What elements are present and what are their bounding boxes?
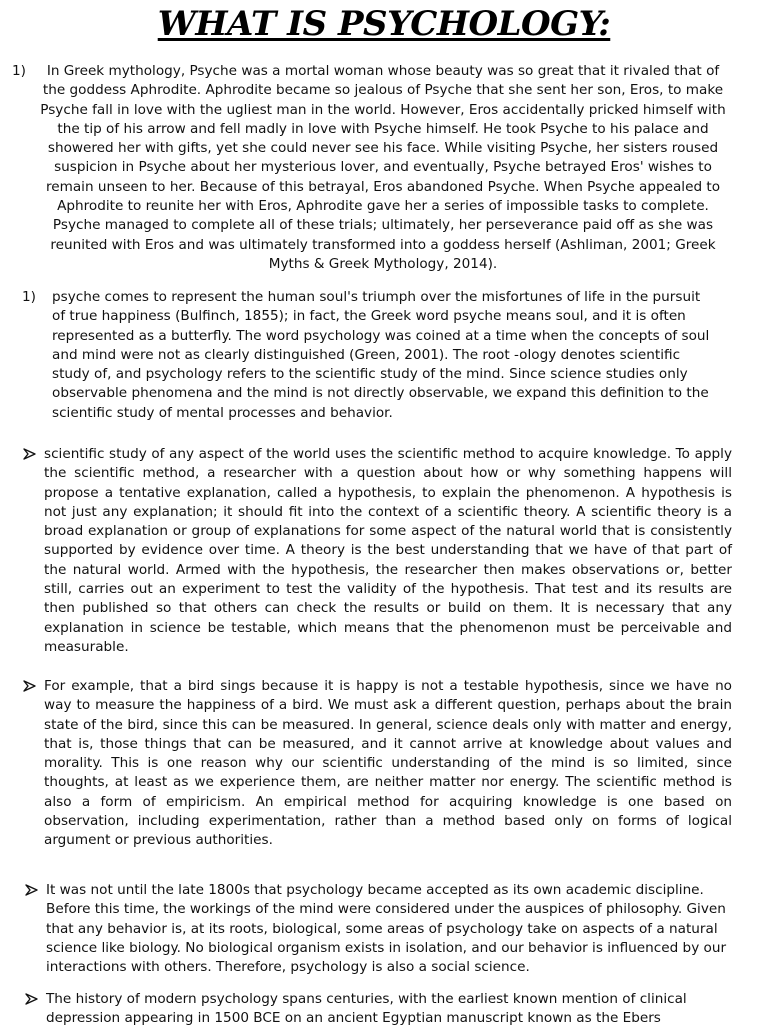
list-number: 1) <box>12 63 26 79</box>
list-number: 1) <box>22 289 36 305</box>
arrow-bullet-icon <box>25 993 38 1005</box>
paragraph-academic-discipline: It was not until the late 1800s that psychology became accepted as its own academic discipline. Before this time, the workings of the mind were considered under the auspices of philosophy. Given that any behavior is, at its roots, biological, some areas of psychology take on aspects of a natural science like biology. No biological organism exists in isolation, and our behavior is influenced by our interactions with others. Therefore, psychology is also a social science. <box>46 882 727 976</box>
arrow-bullet-icon <box>23 680 36 692</box>
paragraph-history: The history of modern psychology spans centuries, with the earliest known mention of clinical depression appearing in 1500 BCE on an ancient Egyptian manuscript known as the Ebers <box>46 991 687 1027</box>
page-title: WHAT IS PSYCHOLOGY: <box>157 4 611 44</box>
paragraph-bird-example: For example, that a bird sings because it is happy is not a testable hypothesis, since we have no way to measure the happiness of a bird. We must ask a different question, perhaps about the brain state of the bird, since this can be measured. In general, science deals only with matter and energy, that is, those things that can be measured, and it cannot arrive at knowledge about values and morality. This is one reason why our scientific understanding of the mind is so limited, since thoughts, at least as we experience them, are neither matter nor energy. The scientific method is also a form of empiricism. An empirical method for acquiring knowledge is one based on observation, including experimentation, rather than a method based only on forms of logical argument or previous authorities. <box>44 678 732 849</box>
paragraph-psyche-soul: psyche comes to represent the human soul's triumph over the misfortunes of life in the pursuit of true happiness (Bulfinch, 1855); in fact, the Greek word psyche means soul, and it is often represented as a butterfly. The word psychology was coined at a time when the concepts of soul and mind were not as clearly distinguished (Green, 2001). The root -ology denotes scientific study of, and psychology refers to the scientific study of the mind. Since science studies only observable phenomena and the mind is not directly observable, we expand this definition to the scientific study of mental processes and behavior. <box>52 289 710 421</box>
paragraph-scientific-method: scientific study of any aspect of the world uses the scientific method to acquire knowledge. To apply the scientific method, a researcher with a question about how or why something happens will propose a tentative explanation, called a hypothesis, to explain the phenomenon. A hypothesis is not just any explanation; it should fit into the context of a scientific theory. A scientific theory is a broad explanation or group of explanations for some aspect of the natural world that is consistently supported by evidence over time. A theory is the best understanding that we have of that part of the natural world. Armed with the hypothesis, the researcher then makes observations or, better still, carries out an experiment to test the validity of the hypothesis. That test and its results are then published so that others can check the results or build on them. It is necessary that any explanation in science be testable, which means that the phenomenon must be perceivable and measurable. <box>44 446 732 655</box>
arrow-bullet-icon <box>23 448 36 460</box>
arrow-bullet-icon <box>25 884 38 896</box>
paragraph-psyche-myth: In Greek mythology, Psyche was a mortal woman whose beauty was so great that it rivaled that of the goddess Aphrodite. Aphrodite became so jealous of Psyche that she sent her son, Eros, to make Psyche fall in love with the ugliest man in the world. However, Eros accidentally pricked himself with the tip of his arrow and fell madly in love with Psyche himself. He took Psyche to his palace and showered her with gifts, yet she could never see his face. While visiting Psyche, her sisters roused suspicion in Psyche about her mysterious lover, and eventually, Psyche betrayed Eros' wishes to remain unseen to her. Because of this betrayal, Eros abandoned Psyche. When Psyche appealed to Aphrodite to reunite her with Eros, Aphrodite gave her a series of impossible tasks to complete. Psyche managed to complete all of these trials; ultimately, her perseverance paid off as she was reunited with Eros and was ultimately transformed into a goddess herself (Ashliman, 2001; Greek Myths & Greek Mythology, 2014). <box>40 63 726 272</box>
